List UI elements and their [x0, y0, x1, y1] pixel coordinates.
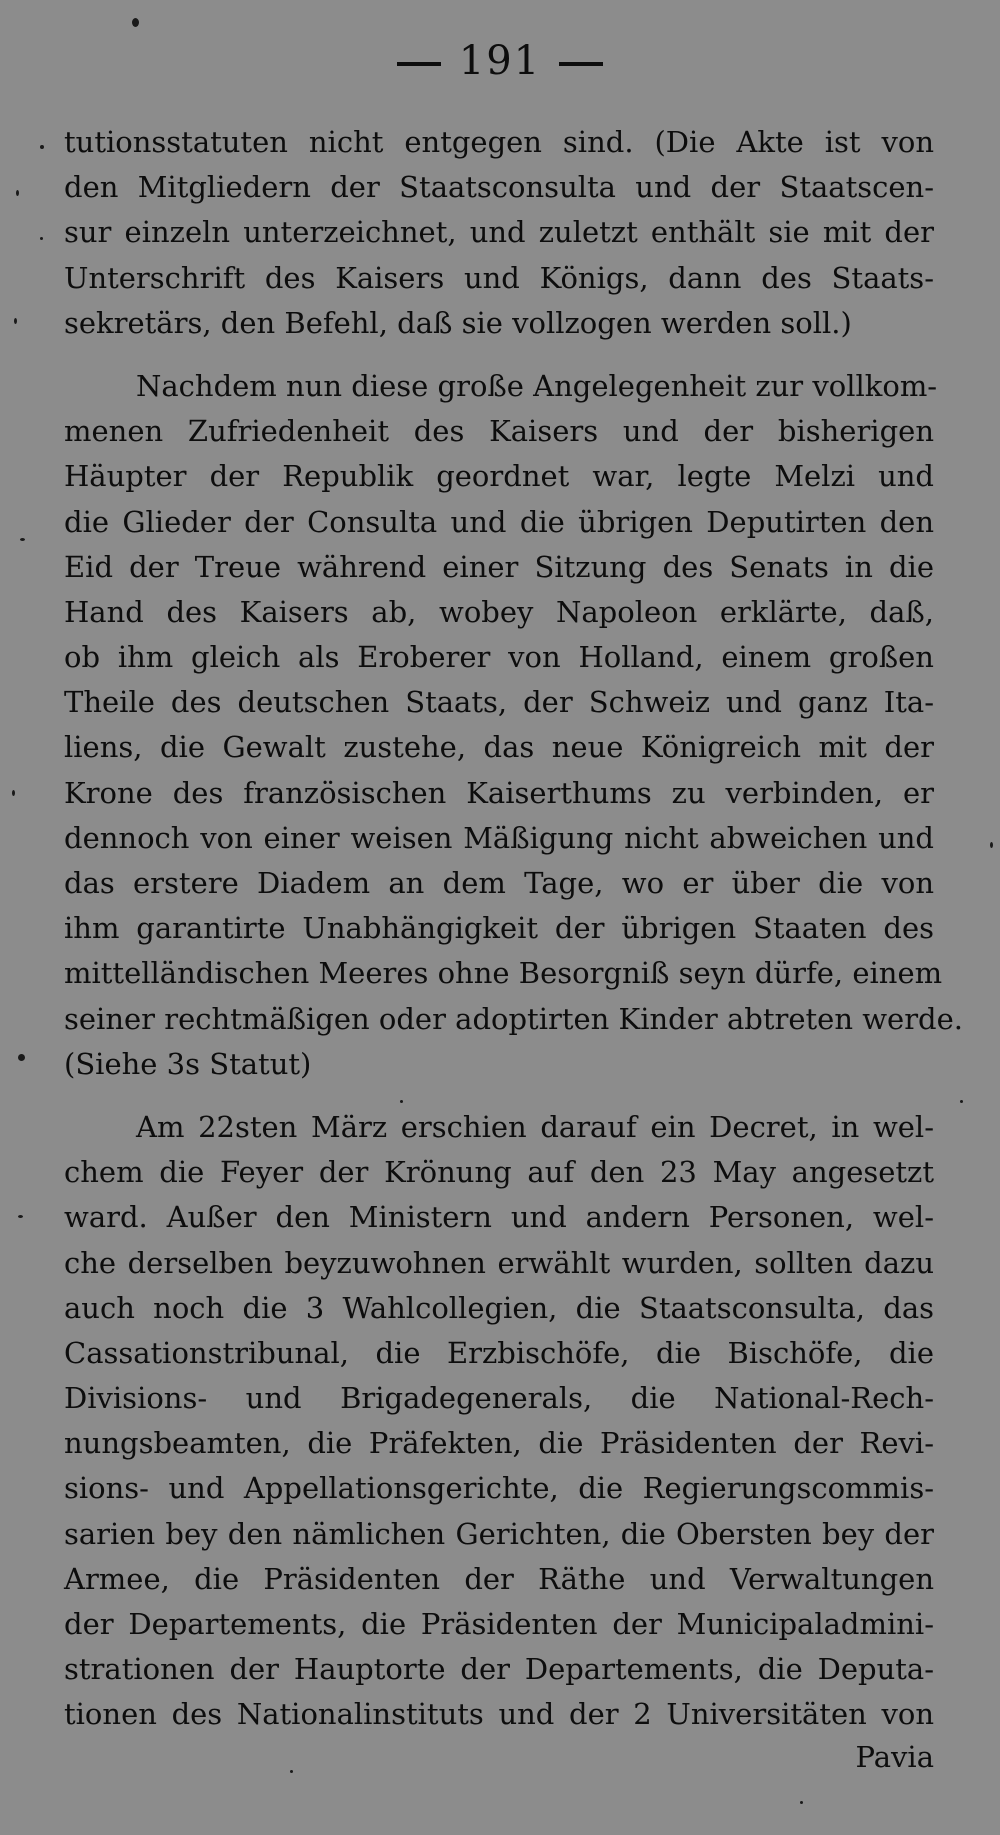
- paragraph-3: [64, 1105, 934, 1738]
- scan-speck: [960, 1100, 963, 1103]
- text-line: nungsbeamten, die Präfekten, die Präsidenten der Revi-: [64, 1426, 934, 1461]
- text-line: ob ihm gleich als Eroberer von Holland, einem großen: [64, 640, 934, 675]
- page-number: 191: [458, 38, 542, 84]
- header-dash-left: [397, 62, 441, 66]
- scan-speck: [400, 1100, 403, 1103]
- scan-speck: [20, 538, 25, 541]
- paragraph-1: [64, 120, 934, 346]
- scan-speck: [290, 1770, 293, 1773]
- text-line: menen Zufriedenheit des Kaisers und der bisherigen: [64, 414, 934, 449]
- scan-speck: [12, 790, 15, 796]
- scan-speck: [800, 1801, 803, 1804]
- text-line: strationen der Hauptorte der Departements, die Deputa-: [64, 1652, 934, 1687]
- text-line: (Siehe 3s Statut): [64, 1046, 312, 1081]
- text-line: Eid der Treue während einer Sitzung des Senats in die: [64, 549, 934, 584]
- text-line: das erstere Diadem an dem Tage, wo er über die von: [64, 866, 934, 900]
- text-line: den Mitgliedern der Staatsconsulta und der Staatscen-: [64, 170, 934, 205]
- scan-speck: [18, 1215, 23, 1218]
- text-line: Krone des französischen Kaiserthums zu verbinden, er: [64, 775, 934, 810]
- text-line: Häupter der Republik geordnet war, legte Melzi und: [64, 459, 934, 494]
- scan-speck: [18, 1054, 25, 1061]
- paragraph-gap: [64, 1087, 934, 1105]
- text-line: Hand des Kaisers ab, wobey Napoleon erklärte, daß,: [64, 594, 934, 629]
- text-line: Nachdem nun diese große Angelegenheit zur vollkom-: [136, 368, 938, 403]
- text-line: der Departements, die Präsidenten der Municipaladmini-: [64, 1607, 934, 1641]
- scan-speck: [132, 18, 139, 27]
- text-line: Unterschrift des Kaisers und Königs, dann des Staats-: [64, 260, 934, 295]
- text-line: ihm garantirte Unabhängigkeit der übrigen Staaten des: [64, 911, 934, 946]
- text-line: tionen des Nationalinstituts und der 2 Universitäten von: [64, 1697, 934, 1732]
- text-line: Armee, die Präsidenten der Räthe und Verwaltungen: [64, 1561, 934, 1596]
- text-line: sekretärs, den Befehl, daß sie vollzogen werden soll.): [64, 305, 852, 340]
- page-header: [0, 38, 1000, 84]
- text-line: mittelländischen Meeres ohne Besorgniß seyn dürfe, einem: [64, 956, 943, 991]
- page-body: [64, 120, 963, 1738]
- text-line: auch noch die 3 Wahlcollegien, die Staatsconsulta, das: [64, 1290, 934, 1325]
- text-line: seiner rechtmäßigen oder adoptirten Kinder abtreten werde.: [64, 1001, 963, 1036]
- text-line: sions- und Appellationsgerichte, die Regierungscommis-: [64, 1471, 934, 1506]
- text-line: sarien bey den nämlichen Gerichten, die Obersten bey der: [64, 1516, 934, 1551]
- text-line: dennoch von einer weisen Mäßigung nicht abweichen und: [64, 820, 934, 855]
- text-line: die Glieder der Consulta und die übrigen Deputirten den: [64, 504, 934, 539]
- paragraph-gap: [64, 346, 934, 364]
- text-line: liens, die Gewalt zustehe, das neue Königreich mit der: [64, 730, 934, 765]
- scan-speck: [990, 842, 993, 848]
- text-line: chem die Feyer der Krönung auf den 23 May angesetzt: [64, 1155, 934, 1190]
- text-line: Am 22sten März erschien darauf ein Decret, in wel-: [136, 1109, 934, 1144]
- text-line: Theile des deutschen Staats, der Schweiz und ganz Ita-: [64, 685, 934, 720]
- text-line: Divisions- und Brigadegenerals, die National-Rech-: [64, 1381, 934, 1416]
- paragraph-2: [64, 364, 963, 1087]
- text-line: che derselben beyzuwohnen erwählt wurden, sollten dazu: [64, 1245, 934, 1280]
- scan-speck: [40, 145, 44, 149]
- text-line: Cassationstribunal, die Erzbischöfe, die Bischöfe, die: [64, 1335, 934, 1370]
- scan-speck: [16, 190, 19, 196]
- text-line: sur einzeln unterzeichnet, und zuletzt enthält sie mit der: [64, 215, 934, 250]
- text-line: tutionsstatuten nicht entgegen sind. (Die Akte ist von: [64, 125, 934, 159]
- scan-speck: [14, 318, 17, 324]
- text-line: ward. Außer den Ministern und andern Personen, wel-: [64, 1200, 934, 1235]
- header-dash-right: [559, 62, 603, 66]
- scan-speck: [40, 237, 43, 240]
- catchword: Pavia: [855, 1740, 934, 1774]
